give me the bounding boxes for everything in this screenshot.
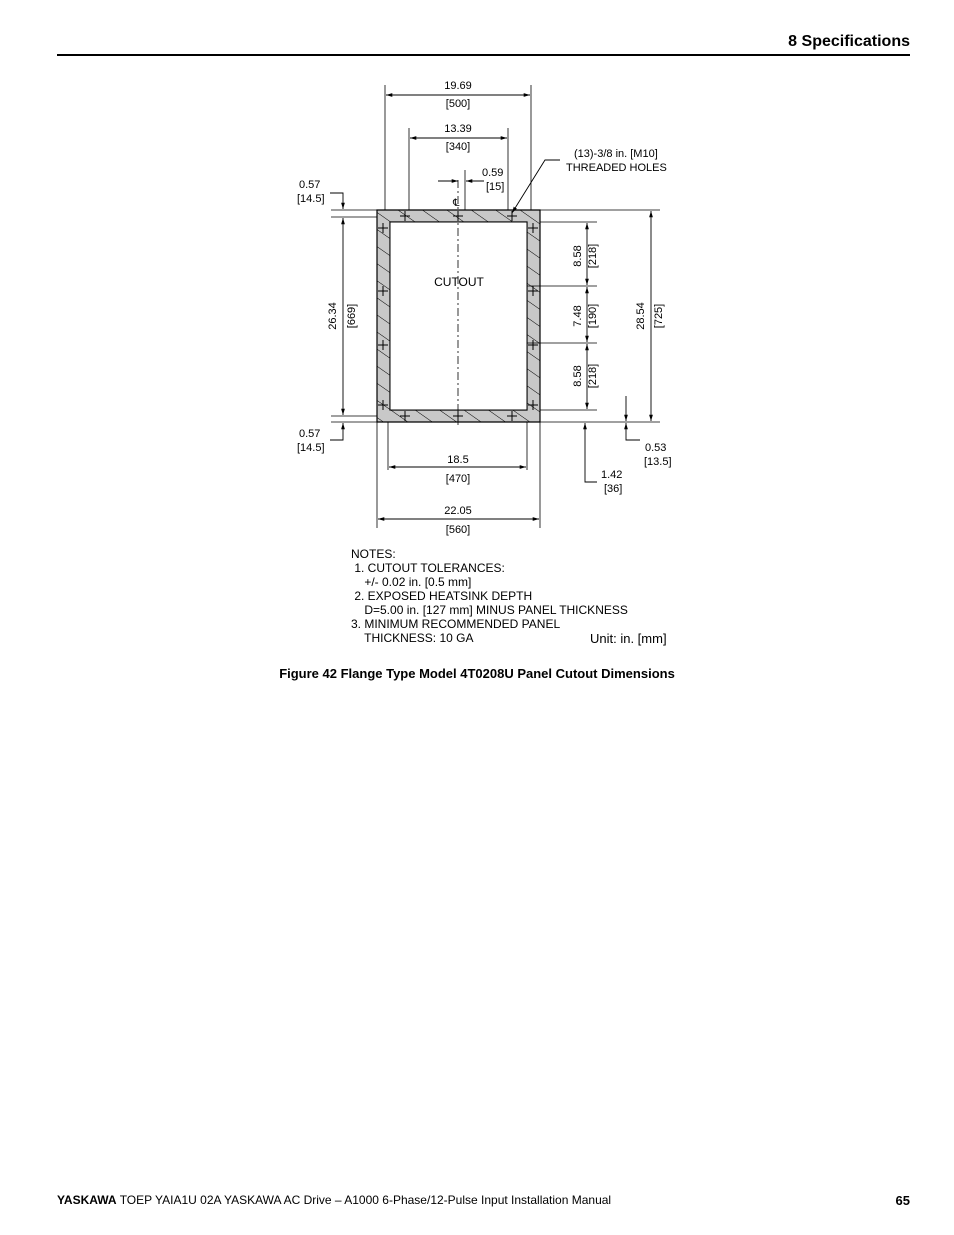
dim-bottom-inner-mm: [470] <box>445 473 471 485</box>
dim-top-holes-mm: [340] <box>445 141 471 153</box>
dim-br-large-in: 1.42 <box>601 469 623 481</box>
footer-brand: YASKAWA <box>57 1193 117 1207</box>
dim-left-height-in: 26.34 <box>327 302 339 330</box>
cutout-label: CUTOUT <box>434 275 484 289</box>
footer-manual-title: TOEP YAIA1U 02A YASKAWA AC Drive – A1000 6-Phase/12-Pulse Input Installation Manual <box>116 1193 612 1207</box>
dim-top-holes-in: 13.39 <box>444 123 472 135</box>
dim-top-offset-mm: [15] <box>486 181 505 193</box>
callout-line1: (13)-3/8 in. [M10] <box>574 148 658 160</box>
dim-left-height-mm: [669] <box>346 303 358 329</box>
footer-text <box>57 1193 611 1207</box>
callout-line2: THREADED HOLES <box>566 162 667 174</box>
dim-top-outer-mm: [500] <box>445 98 471 110</box>
dim-bottom-outer-mm: [560] <box>445 524 471 536</box>
dim-tl-margin-mm: [14.5] <box>297 193 325 205</box>
note-1: 1. CUTOUT TOLERANCES: <box>351 561 505 575</box>
dim-r2-in: 7.48 <box>572 305 584 327</box>
dim-r1-mm: [218] <box>587 243 599 269</box>
note-2: 2. EXPOSED HEATSINK DEPTH <box>351 589 533 603</box>
dim-tl-margin-in: 0.57 <box>299 179 321 191</box>
dim-bottom-inner-in: 18.5 <box>447 454 469 466</box>
note-2-detail: D=5.00 in. [127 mm] MINUS PANEL THICKNESS <box>351 603 628 617</box>
dim-br-small-mm: [13.5] <box>644 456 672 468</box>
note-3: 3. MINIMUM RECOMMENDED PANEL <box>351 617 561 631</box>
dim-top-offset-in: 0.59 <box>482 167 504 179</box>
section-title: 8 Specifications <box>788 33 910 50</box>
page-number: 65 <box>895 1193 910 1208</box>
cutout-area <box>390 222 527 410</box>
dim-bl-margin-mm: [14.5] <box>297 442 325 454</box>
note-3-detail: THICKNESS: 10 GA <box>351 631 474 645</box>
dim-r3-in: 8.58 <box>572 365 584 387</box>
dim-top-outer-in: 19.69 <box>444 80 472 92</box>
notes-block <box>351 547 628 645</box>
note-1-detail: +/- 0.02 in. [0.5 mm] <box>351 575 472 589</box>
dim-br-small-in: 0.53 <box>645 442 667 454</box>
dim-right-total-in: 28.54 <box>635 302 647 330</box>
dim-r2-mm: [190] <box>587 303 599 329</box>
dim-right-total-mm: [725] <box>653 303 665 329</box>
dim-br-large-mm: [36] <box>604 483 623 495</box>
dim-bottom-outer-in: 22.05 <box>444 505 472 517</box>
unit-label: Unit: in. [mm] <box>590 631 667 646</box>
dim-r1-in: 8.58 <box>572 245 584 267</box>
dim-bl-margin-in: 0.57 <box>299 428 321 440</box>
centerline-symbol: ℄ <box>453 198 460 209</box>
notes-title: NOTES: <box>351 547 396 561</box>
figure-caption: Figure 42 Flange Type Model 4T0208U Panel Cutout Dimensions <box>279 666 675 681</box>
dim-r3-mm: [218] <box>587 363 599 389</box>
